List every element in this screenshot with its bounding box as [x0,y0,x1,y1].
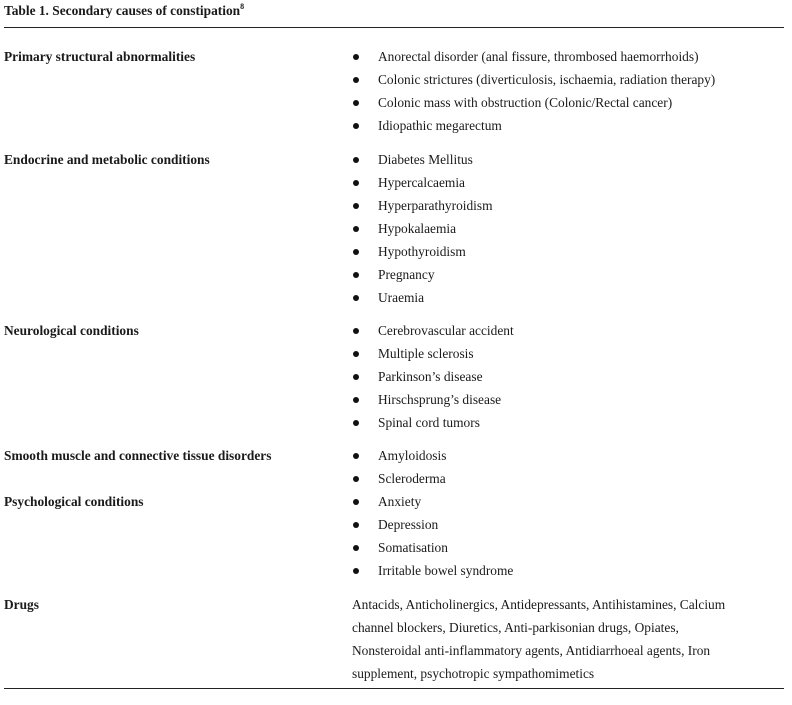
list-item [352,171,493,194]
list-item-text: Depression [378,517,439,532]
list-item [352,148,493,171]
list-item-text: Multiple sclerosis [378,346,474,361]
list-item [352,263,493,286]
list-item [352,194,493,217]
category-label: Neurological conditions [4,323,139,338]
bullet-icon [353,100,359,106]
table-top-rule [4,27,784,28]
list-item-text: Idiopathic megarectum [378,118,502,133]
table-bottom-rule [4,688,784,689]
list-item [352,68,715,91]
drugs-description [352,593,772,685]
list-item [352,513,513,536]
list-item-text: Amyloidosis [378,448,447,463]
list-item-text: Hyperparathyroidism [378,198,493,213]
list-item-text: Hypokalaemia [378,221,457,236]
bullet-icon [353,328,359,334]
list-item-text: Anxiety [378,494,422,509]
list-item [352,467,446,490]
drugs-text-line: Antacids, Anticholinergics, Antidepressants, Antihistamines, Calcium [352,597,726,612]
bullet-icon [353,157,359,163]
bullet-icon [353,272,359,278]
list-item [352,91,715,114]
bullet-icon [353,420,359,426]
list-item-text: Hypothyroidism [378,244,466,259]
bullet-icon [353,351,359,357]
list-item [352,342,514,365]
cause-list [352,148,493,309]
list-item-text: Pregnancy [378,267,435,282]
list-item [352,490,513,513]
caption-reference: 8 [240,2,245,11]
bullet-icon [353,453,359,459]
list-item [352,217,493,240]
drugs-text-line: supplement, psychotropic sympathomimetics [352,666,595,681]
bullet-icon [353,568,359,574]
list-item-text: Diabetes Mellitus [378,152,473,167]
list-item [352,286,493,309]
category-label: Psychological conditions [4,494,144,509]
bullet-icon [353,295,359,301]
bullet-icon [353,374,359,380]
list-item-text: Cerebrovascular accident [378,323,514,338]
cause-list [352,319,514,434]
list-item-text: Anorectal disorder (anal fissure, thrombosed haemorrhoids) [378,49,699,64]
list-item-text: Colonic strictures (diverticulosis, ischaemia, radiation therapy) [378,72,716,87]
bullet-icon [353,522,359,528]
list-item [352,411,514,434]
category-label: Smooth muscle and connective tissue disorders [4,448,272,463]
cause-list [352,444,446,490]
table-caption [4,3,244,19]
caption-text: Table 1. Secondary causes of constipation [4,3,241,18]
bullet-icon [353,476,359,482]
list-item-text: Irritable bowel syndrome [378,563,514,578]
list-item-text: Hypercalcaemia [378,175,465,190]
list-item [352,114,715,137]
list-item [352,444,446,467]
list-item [352,536,513,559]
category-label: Drugs [4,597,39,612]
list-item [352,365,514,388]
list-item-text: Scleroderma [378,471,446,486]
cause-list [352,490,513,582]
cause-list [352,45,715,137]
category-label: Primary structural abnormalities [4,49,196,64]
bullet-icon [353,77,359,83]
category-label: Endocrine and metabolic conditions [4,152,210,167]
list-item-text: Uraemia [378,290,425,305]
list-item-text: Colonic mass with obstruction (Colonic/Rectal cancer) [378,95,673,110]
list-item-text: Parkinson’s disease [378,369,483,384]
list-item [352,240,493,263]
drugs-text-line: channel blockers, Diuretics, Anti-parkisonian drugs, Opiates, [352,620,679,635]
bullet-icon [353,226,359,232]
bullet-icon [353,203,359,209]
list-item [352,319,514,342]
bullet-icon [353,123,359,129]
bullet-icon [353,180,359,186]
list-item-text: Spinal cord tumors [378,415,480,430]
drugs-text-line: Nonsteroidal anti-inflammatory agents, Antidiarrhoeal agents, Iron [352,643,711,658]
bullet-icon [353,397,359,403]
bullet-icon [353,249,359,255]
list-item [352,559,513,582]
bullet-icon [353,54,359,60]
bullet-icon [353,499,359,505]
list-item [352,45,715,68]
list-item-text: Hirschsprung’s disease [378,392,502,407]
bullet-icon [353,545,359,551]
list-item-text: Somatisation [378,540,448,555]
list-item [352,388,514,411]
